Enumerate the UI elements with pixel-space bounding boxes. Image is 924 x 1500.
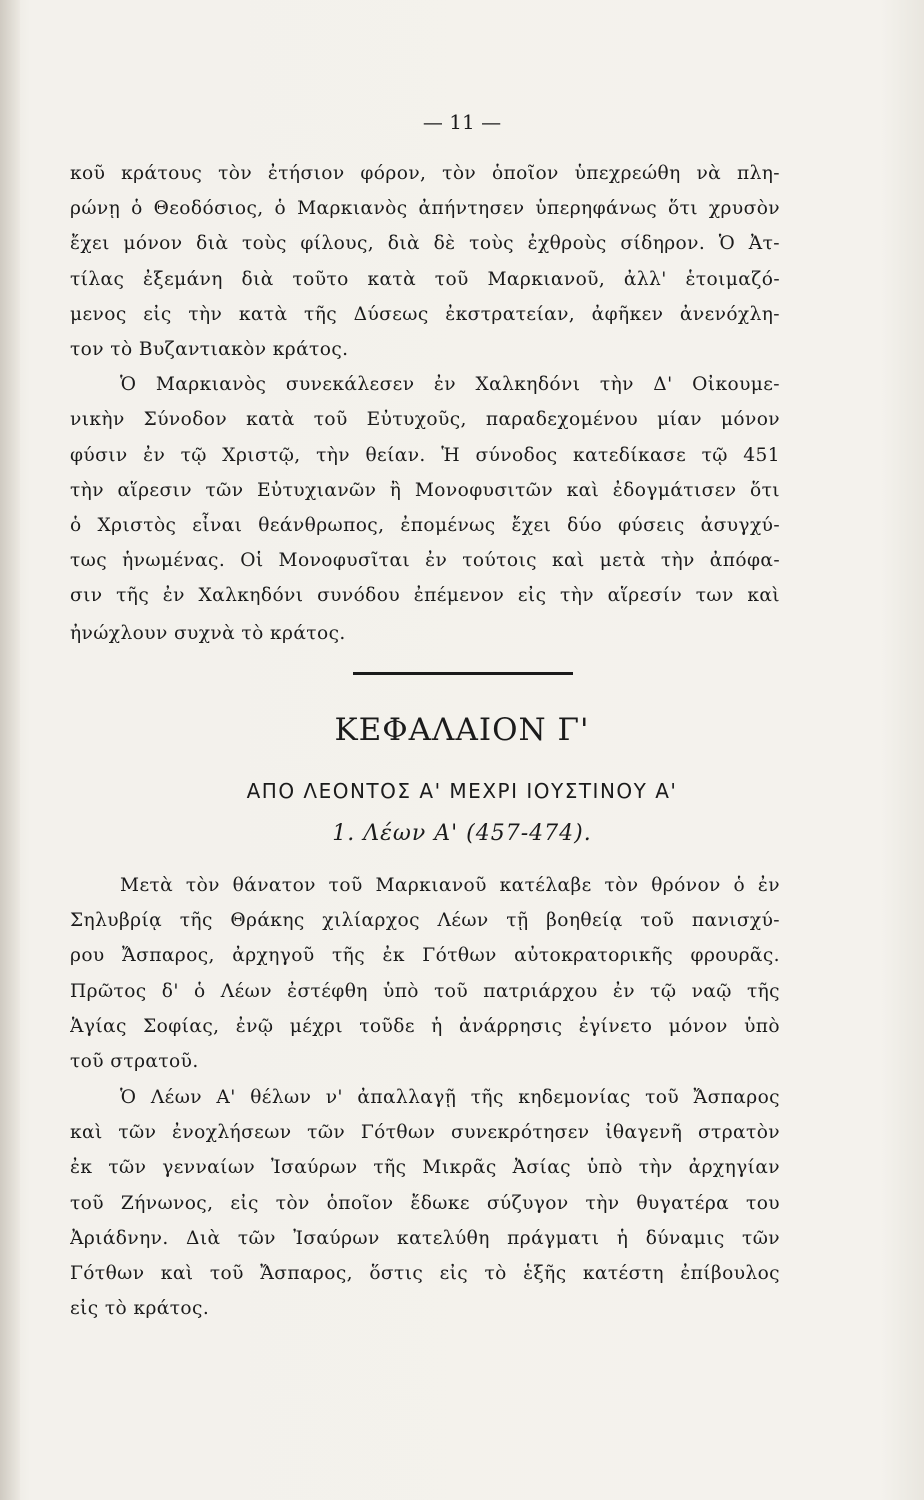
text-line: ἐκ τῶν γενναίων Ἰσαύρων τῆς Μικρᾶς Ἀσίας ὑπὸ τὴν ἀρχηγίαν [70,1157,780,1179]
text-line: ρου Ἄσπαρος, ἀρχηγοῦ τῆς ἐκ Γότθων αὐτοκρατορικῆς φρουρᾶς. [70,945,780,967]
text-line: καὶ τῶν ἐνοχλήσεων τῶν Γότθων συνεκρότησεν ἰθαγενῆ στρατὸν [70,1122,780,1144]
text-line: Σηλυβρίᾳ τῆς Θράκης χιλίαρχος Λέων τῇ βοηθείᾳ τοῦ πανισχύ- [70,910,780,932]
text-line: Γότθων καὶ τοῦ Ἄσπαρος, ὅστις εἰς τὸ ἑξῆς κατέστη ἐπίβουλος [70,1262,780,1284]
text-line: Ἀριάδνην. Διὰ τῶν Ἰσαύρων κατελύθη πράγματι ἡ δύναμις τῶν [70,1227,780,1249]
text-line: σιν τῆς ἐν Χαλκηδόνι συνόδου ἐπέμενον εἰς τὴν αἵρεσίν των καὶ [70,585,780,607]
text-line: τὴν αἵρεσιν τῶν Εὐτυχιανῶν ἢ Μονοφυσιτῶν καὶ ἐδογμάτισεν ὅτι [70,479,780,501]
text-line: Ὁ Λέων Α' θέλων ν' ἀπαλλαγῇ τῆς κηδεμονίας τοῦ Ἄσπαρος [120,1087,780,1108]
text-line: τον τὸ Βυζαντιακὸν κράτος. [70,338,349,360]
text-line: ὁ Χριστὸς εἶναι θεάνθρωπος, ἐπομένως ἔχει δύο φύσεις ἀσυγχύ- [70,514,780,536]
text-line: εἰς τὸ κράτος. [70,1298,210,1320]
section-divider [353,672,573,675]
page-number: — 11 — [422,110,502,134]
text-line: τοῦ Ζήνωνος, εἰς τὸν ὁποῖον ἔδωκε σύζυγον τὴν θυγατέρα του [70,1192,780,1214]
text-line: ἔχει μόνον διὰ τοὺς φίλους, διὰ δὲ τοὺς ἐχθροὺς σίδηρον. Ὁ Ἀτ- [70,233,780,255]
text-line: ρώνῃ ὁ Θεοδόσιος, ὁ Μαρκιανὸς ἀπήντησεν ὑπερηφάνως ὅτι χρυσὸν [70,198,780,220]
text-line: Ὁ Μαρκιανὸς συνεκάλεσεν ἐν Χαλκηδόνι τὴν Δ' Οἰκουμε- [120,374,780,396]
text-line: Πρῶτος δ' ὁ Λέων ἐστέφθη ὑπὸ τοῦ πατριάρχου ἐν τῷ ναῷ τῆς [70,980,780,1002]
text-line: νικὴν Σύνοδον κατὰ τοῦ Εὐτυχοῦς, παραδεχομένου μίαν μόνον [70,409,780,431]
page-binding-shadow [0,0,20,1500]
chapter-title: ΚΕΦΑΛΑΙΟΝ Γ' [334,712,590,748]
text-line: ἠνώχλουν συχνὰ τὸ κράτος. [70,623,346,644]
text-line: Μετὰ τὸν θάνατον τοῦ Μαρκιανοῦ κατέλαβε τὸν θρόνον ὁ ἐν [120,875,780,896]
text-line: τίλας ἐξεμάνη διὰ τοῦτο κατὰ τοῦ Μαρκιανοῦ, ἀλλ' ἑτοιμαζό- [70,268,780,290]
text-line: κοῦ κράτους τὸν ἐτήσιον φόρον, τὸν ὁποῖον ὑπεχρεώθη νὰ πλη- [70,163,780,184]
text-line: τως ἡνωμένας. Οἱ Μονοφυσῖται ἐν τούτοις καὶ μετὰ τὴν ἀπόφα- [70,550,780,572]
text-line: Ἁγίας Σοφίας, ἐνῷ μέχρι τοῦδε ἡ ἀνάρρησις ἐγίνετο μόνον ὑπὸ [70,1015,780,1037]
chapter-subtitle: ΑΠΟ ΛΕΟΝΤΟΣ Α' ΜΕΧΡΙ ΙΟΥΣΤΙΝΟΥ Α' [246,779,678,803]
section-heading: 1. Λέων Α' (457-474). [332,821,592,846]
text-line: φύσιν ἐν τῷ Χριστῷ, τὴν θείαν. Ἡ σύνοδος κατεδίκασε τῷ 451 [70,444,780,466]
paragraph [70,1080,780,1326]
paragraph [70,616,780,651]
text-line: μενος εἰς τὴν κατὰ τῆς Δύσεως ἐκστρατείαν, ἀφῆκεν ἀνενόχλη- [70,303,780,325]
paragraph [70,156,780,613]
paragraph [70,868,780,1079]
text-line: τοῦ στρατοῦ. [70,1050,199,1072]
